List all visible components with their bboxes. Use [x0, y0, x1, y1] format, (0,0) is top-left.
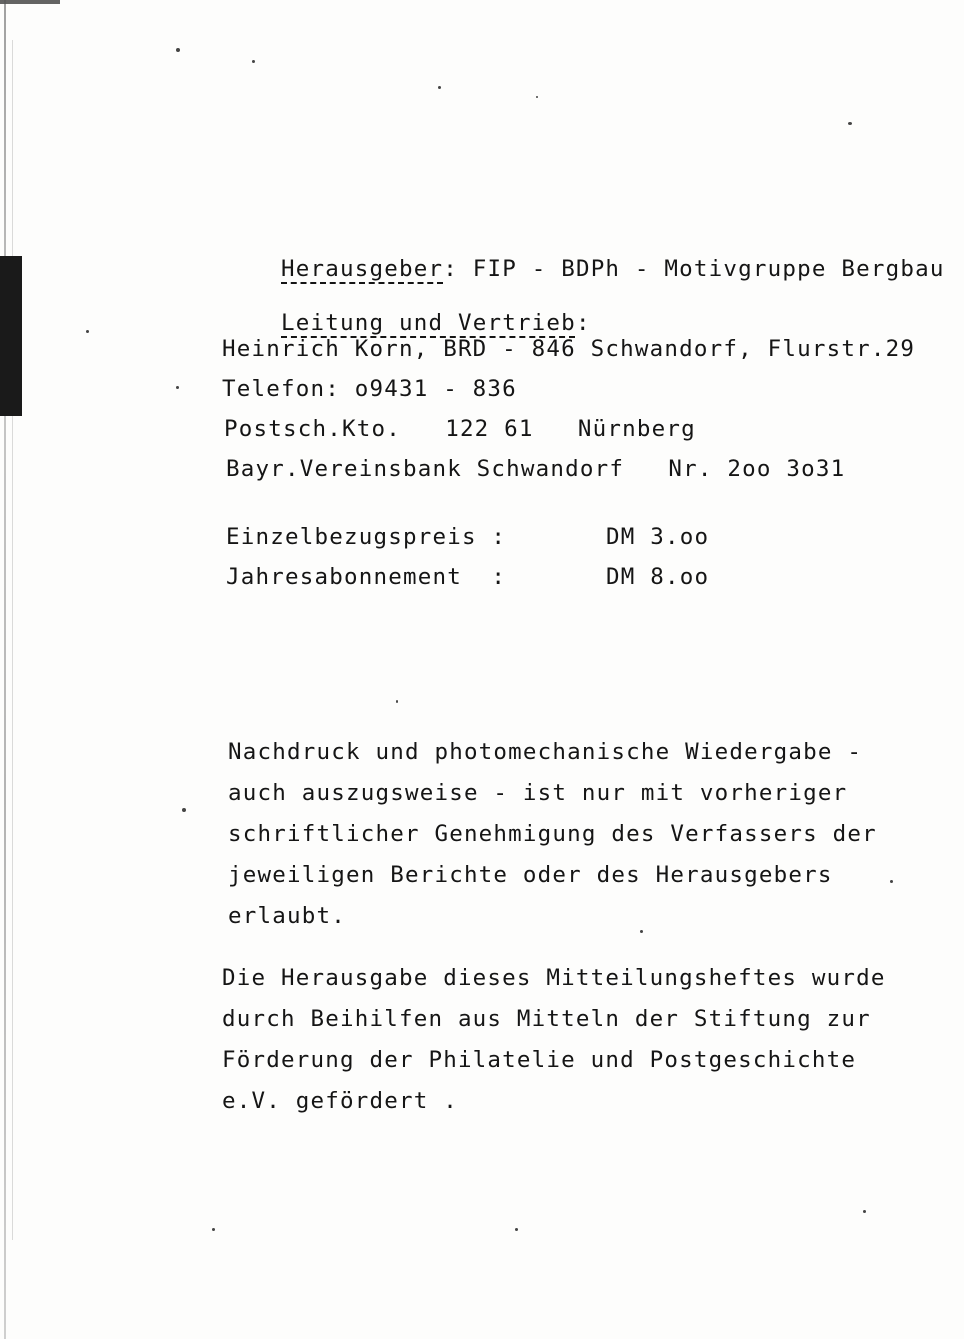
scan-speck — [182, 808, 186, 812]
scan-artifact-corner — [0, 0, 60, 4]
scan-artifact-edge-secondary — [12, 40, 13, 1240]
scan-speck — [212, 1228, 215, 1231]
scan-speck — [863, 1210, 866, 1213]
scan-speck — [252, 60, 255, 63]
name-address: Heinrich Korn, BRD - 846 Schwandorf, Flurstr.29 — [222, 336, 916, 362]
reprint-notice: Nachdruck und photomechanische Wiedergabe - auch auszugsweise - ist nur mit vorheriger schriftlicher Genehmigung des Verfassers der jeweiligen Berichte oder des Herausgebers erlaubt. — [228, 739, 877, 929]
scan-speck — [176, 386, 179, 389]
colon: : — [443, 256, 473, 282]
publisher-label: Herausgeber — [281, 256, 444, 282]
colon: : — [575, 310, 591, 336]
scan-speck — [438, 86, 441, 89]
scan-speck — [86, 330, 89, 333]
scan-artifact-edge — [4, 0, 6, 1339]
price-value-single: DM 3.oo — [606, 524, 710, 550]
funding-notice: Die Herausgabe dieses Mitteilungsheftes wurde durch Beihilfen aus Mitteln der Stiftung zur Förderung der Philatelie und Postgeschichte e.V. gefördert . — [222, 965, 886, 1114]
scan-speck — [536, 96, 538, 98]
bank-line: Bayr.Vereinsbank Schwandorf Nr. 2oo 3o31 — [226, 456, 846, 482]
scan-speck — [848, 122, 852, 125]
scan-speck — [515, 1228, 518, 1231]
price-label-single: Einzelbezugspreis : — [226, 524, 507, 550]
scan-artifact-tab — [0, 256, 22, 416]
management-heading: Leitung und Vertrieb — [281, 310, 576, 336]
price-label-annual: Jahresabonnement : — [226, 564, 507, 590]
price-value-annual: DM 8.oo — [606, 564, 710, 590]
scan-speck — [396, 700, 398, 703]
publisher-value: FIP - BDPh - Motivgruppe Bergbau — [472, 256, 945, 282]
postal-account-line: Postsch.Kto. 122 61 Nürnberg — [224, 416, 696, 442]
scan-speck — [176, 48, 180, 52]
phone-line: Telefon: o9431 - 836 — [222, 376, 517, 402]
